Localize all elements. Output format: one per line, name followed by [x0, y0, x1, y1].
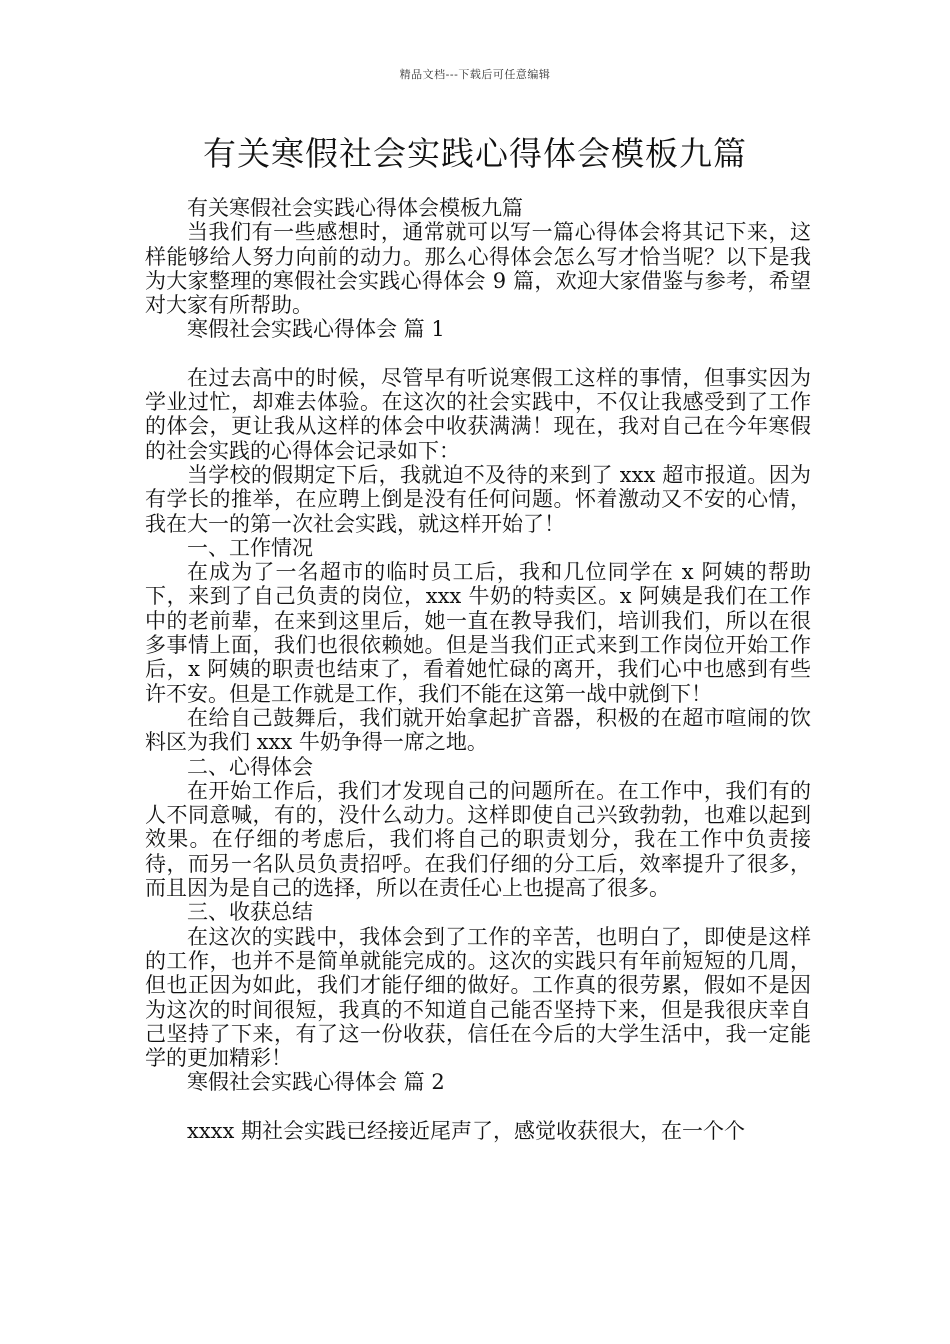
- document-body: [145, 196, 811, 1143]
- paragraph: 在过去高中的时候，尽管早有听说寒假工这样的事情，但事实因为学业过忙，却难去体验。在这次的社会实践中，不仅让我感受到了工作的体会，更让我从这样的体会中收获满满！现在，我对自己在今年寒假的社会实践的心得体会记录如下：: [145, 365, 811, 463]
- section-heading-part-2: 寒假社会实践心得体会 篇 2: [187, 1070, 445, 1095]
- paragraph: 当学校的假期定下后，我就迫不及待的来到了 xxx 超市报道。因为有学长的推举，在应聘上倒是没有任何问题。怀着激动又不安的心情，我在大一的第一次社会实践，就这样开始了！: [145, 462, 811, 536]
- section-heading-part-1: 寒假社会实践心得体会 篇 1: [187, 317, 445, 342]
- subheading-summary: 三、收获总结: [187, 900, 313, 925]
- paragraph-intro: 当我们有一些感想时，通常就可以写一篇心得体会将其记下来，这样能够给人努力向前的动力。那么心得体会怎么写才恰当呢？以下是我为大家整理的寒假社会实践心得体会 9 篇，欢迎大家借鉴与参考，希望对大家有所帮助。: [145, 220, 811, 318]
- blank-line: [145, 342, 811, 366]
- paragraph: 在给自己鼓舞后，我们就开始拿起扩音器，积极的在超市喧闹的饮料区为我们 xxx 牛奶争得一席之地。: [145, 705, 811, 755]
- paragraph: 在这次的实践中，我体会到了工作的辛苦，也明白了，即使是这样的工作，也并不是简单就能完成的。这次的实践只有年前短短的几周，但也正因为如此，我们才能仔细的做好。工作真的很劳累，假如不是因为这次的时间很短，我真的不知道自己能否坚持下来，但是我很庆幸自己坚持了下来，有了这一份收获，信任在今后的大学生活中，我一定能学的更加精彩！: [145, 924, 811, 1071]
- blank-line: [145, 1095, 811, 1119]
- paragraph: 在开始工作后，我们才发现自己的问题所在。在工作中，我们有的人不同意喊，有的，没什么动力。这样即使自己兴致勃勃，也难以起到效果。在仔细的考虑后，我们将自己的职责划分，我在工作中负责接待，而另一名队员负责招呼。在我们仔细的分工后，效率提升了很多，而且因为是自己的选择，所以在责任心上也提高了很多。: [145, 778, 811, 901]
- subheading-work: 一、工作情况: [187, 535, 313, 560]
- paragraph: 在成为了一名超市的临时员工后，我和几位同学在 x 阿姨的帮助下，来到了自己负责的岗位，xxx 牛奶的特卖区。x 阿姨是我们在工作中的老前辈，在来到这里后，她一直在教导我们，培训我们，所以在很多事情上面，我们也很依赖她。但是当我们正式来到工作岗位开始工作后，x 阿姨的职责也结束了，看着她忙碌的离开，我们心中也感到有些许不安。但是工作就是工作，我们不能在这第一战中就倒下！: [145, 560, 811, 706]
- subheading-experience: 二、心得体会: [187, 754, 313, 779]
- header-note: 精品文档---下载后可任意编辑: [399, 68, 551, 81]
- paragraph: xxxx 期社会实践已经接近尾声了，感觉收获很大，在一个个: [187, 1118, 746, 1143]
- paragraph-subtitle: 有关寒假社会实践心得体会模板九篇: [187, 196, 523, 220]
- document-title: 有关寒假社会实践心得体会模板九篇: [203, 134, 747, 173]
